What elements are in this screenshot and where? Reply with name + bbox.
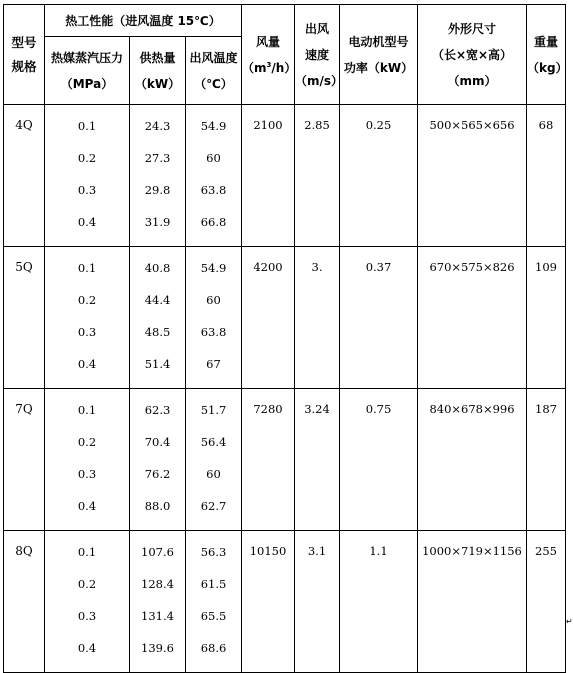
heat-cell-value: 48.5 <box>144 325 171 339</box>
pressure-cell <box>45 531 130 673</box>
temp-cell <box>186 531 242 673</box>
weight-header-line1: 重量 <box>533 34 558 49</box>
model-cell: 5Q <box>4 247 45 389</box>
airflow-unit-pre: （m <box>242 60 267 75</box>
airflow-cell: 4200 <box>242 247 295 389</box>
pressure-cell-value: 0.2 <box>77 435 97 449</box>
speed-cell: 3.24 <box>295 389 340 531</box>
airflow-cell: 10150 <box>242 531 295 673</box>
pressure-cell-value: 0.4 <box>77 499 97 513</box>
heat-cell-value: 31.9 <box>144 215 171 229</box>
airflow-unit <box>242 55 297 81</box>
dimensions-header-line2: （长×宽×高） <box>431 47 513 62</box>
pressure-cell-value: 0.1 <box>77 545 97 559</box>
dimensions-cell: 1000×719×1156 <box>418 531 527 673</box>
heat-cell-value: 70.4 <box>144 435 171 449</box>
heat-cell-value: 131.4 <box>141 609 174 623</box>
temp-cell-value: 63.8 <box>200 325 227 339</box>
pressure-cell <box>45 105 130 247</box>
speed-cell: 3. <box>295 247 340 389</box>
heat-cell-value: 24.3 <box>144 119 171 133</box>
temp-cell <box>186 247 242 389</box>
dimensions-cell: 670×575×826 <box>418 247 527 389</box>
pressure-cell-value: 0.3 <box>77 467 97 481</box>
table-body <box>4 105 566 673</box>
weight-cell: 109 <box>527 247 566 389</box>
heat-cell-value: 44.4 <box>144 293 171 307</box>
temp-cell-value: 66.8 <box>200 215 227 229</box>
temp-cell-value: 65.5 <box>200 609 227 623</box>
pressure-cell-value: 0.3 <box>77 609 97 623</box>
table-row <box>4 105 566 247</box>
speed-cell: 2.85 <box>295 105 340 247</box>
pressure-cell-value: 0.1 <box>77 119 97 133</box>
heat-cell-value: 29.8 <box>144 183 171 197</box>
temp-cell-value: 62.7 <box>200 499 227 513</box>
heat-cell-value: 139.6 <box>141 641 174 655</box>
pressure-cell-value: 0.4 <box>77 641 97 655</box>
heat-header-line1: 供热量 <box>139 50 176 65</box>
dimensions-header-line3: （mm） <box>447 73 497 88</box>
temp-cell-value: 51.7 <box>200 403 227 417</box>
temp-cell-value: 60 <box>206 151 221 165</box>
weight-cell: 255 <box>527 531 566 673</box>
model-cell: 8Q <box>4 531 45 673</box>
outlet-temp-header-line2: （℃） <box>194 76 233 91</box>
model-header-line2: 规格 <box>11 58 37 74</box>
heat-cell-value: 27.3 <box>144 151 171 165</box>
paragraph-mark: ↵ <box>566 617 573 626</box>
weight-cell: 187 <box>527 389 566 531</box>
outlet-temp-header-line1: 出风温度 <box>189 50 238 65</box>
temp-cell-value: 54.9 <box>200 119 227 133</box>
pressure-header-line1: 热媒蒸汽压力 <box>50 50 123 65</box>
table-row <box>4 247 566 389</box>
dimensions-cell: 840×678×996 <box>418 389 527 531</box>
temp-cell-value: 60 <box>206 467 221 481</box>
model-cell: 4Q <box>4 105 45 247</box>
motor-header-line2: 功率（kW） <box>343 60 414 75</box>
thermal-performance-header: 热工性能（进风温度 15℃） <box>45 5 242 37</box>
heat-header-line2: （kW） <box>134 76 181 91</box>
power-cell: 0.37 <box>340 247 418 389</box>
pressure-cell-value: 0.1 <box>77 261 97 275</box>
power-cell: 1.1 <box>340 531 418 673</box>
pressure-cell-value: 0.4 <box>77 357 97 371</box>
speed-cell: 3.1 <box>295 531 340 673</box>
heat-cell-value: 128.4 <box>141 577 174 591</box>
pressure-cell-value: 0.3 <box>77 183 97 197</box>
heat-cell <box>130 247 186 389</box>
power-cell: 0.75 <box>340 389 418 531</box>
airflow-cell: 7280 <box>242 389 295 531</box>
pressure-header-line2: （MPa） <box>60 76 114 91</box>
speed-header-line3: （m/s） <box>295 73 344 88</box>
temp-cell-value: 67 <box>206 357 221 371</box>
temp-cell <box>186 389 242 531</box>
airflow-header <box>242 5 295 105</box>
heat-cell-value: 76.2 <box>144 467 171 481</box>
heat-cell-value: 62.3 <box>144 403 171 417</box>
pressure-cell-value: 0.1 <box>77 403 97 417</box>
speed-header-line1: 出风 <box>304 21 329 36</box>
heat-header <box>130 37 186 105</box>
pressure-cell-value: 0.4 <box>77 215 97 229</box>
weight-cell: 68 <box>527 105 566 247</box>
heat-cell <box>130 105 186 247</box>
dimensions-header-line1: 外形尺寸 <box>447 21 496 36</box>
pressure-cell-value: 0.3 <box>77 325 97 339</box>
airflow-header-line1: 风量 <box>255 34 280 49</box>
table-row <box>4 531 566 673</box>
heat-cell-value: 107.6 <box>141 545 174 559</box>
airflow-unit-post: /h） <box>271 60 297 75</box>
temp-cell-value: 68.6 <box>200 641 227 655</box>
temp-cell-value: 56.4 <box>200 435 227 449</box>
heat-cell-value: 40.8 <box>144 261 171 275</box>
airflow-cell: 2100 <box>242 105 295 247</box>
temp-cell-value: 61.5 <box>200 577 227 591</box>
dimensions-header <box>418 5 527 105</box>
table-row <box>4 389 566 531</box>
temp-cell-value: 60 <box>206 293 221 307</box>
pressure-cell-value: 0.2 <box>77 577 97 591</box>
heat-cell <box>130 531 186 673</box>
motor-header <box>340 5 418 105</box>
heat-cell <box>130 389 186 531</box>
temp-cell <box>186 105 242 247</box>
heat-cell-value: 51.4 <box>144 357 171 371</box>
pressure-cell <box>45 247 130 389</box>
power-cell: 0.25 <box>340 105 418 247</box>
model-header-line1: 型号 <box>11 34 37 50</box>
temp-cell-value: 56.3 <box>200 545 227 559</box>
outlet-temp-header <box>186 37 242 105</box>
airflow-unit-sup: 3 <box>266 60 272 69</box>
motor-header-line1: 电动机型号 <box>348 34 409 49</box>
pressure-header <box>45 37 130 105</box>
heat-cell-value: 88.0 <box>144 499 171 513</box>
speed-header-line2: 速度 <box>304 47 329 62</box>
model-header <box>4 5 45 105</box>
pressure-cell-value: 0.2 <box>77 151 97 165</box>
dimensions-cell: 500×565×656 <box>418 105 527 247</box>
temp-cell-value: 54.9 <box>200 261 227 275</box>
pressure-cell <box>45 389 130 531</box>
pressure-cell-value: 0.2 <box>77 293 97 307</box>
heater-spec-table <box>3 4 566 673</box>
speed-header <box>295 5 344 105</box>
weight-header-line2: （kg） <box>527 60 568 75</box>
model-cell: 7Q <box>4 389 45 531</box>
temp-cell-value: 63.8 <box>200 183 227 197</box>
weight-header <box>527 5 566 105</box>
